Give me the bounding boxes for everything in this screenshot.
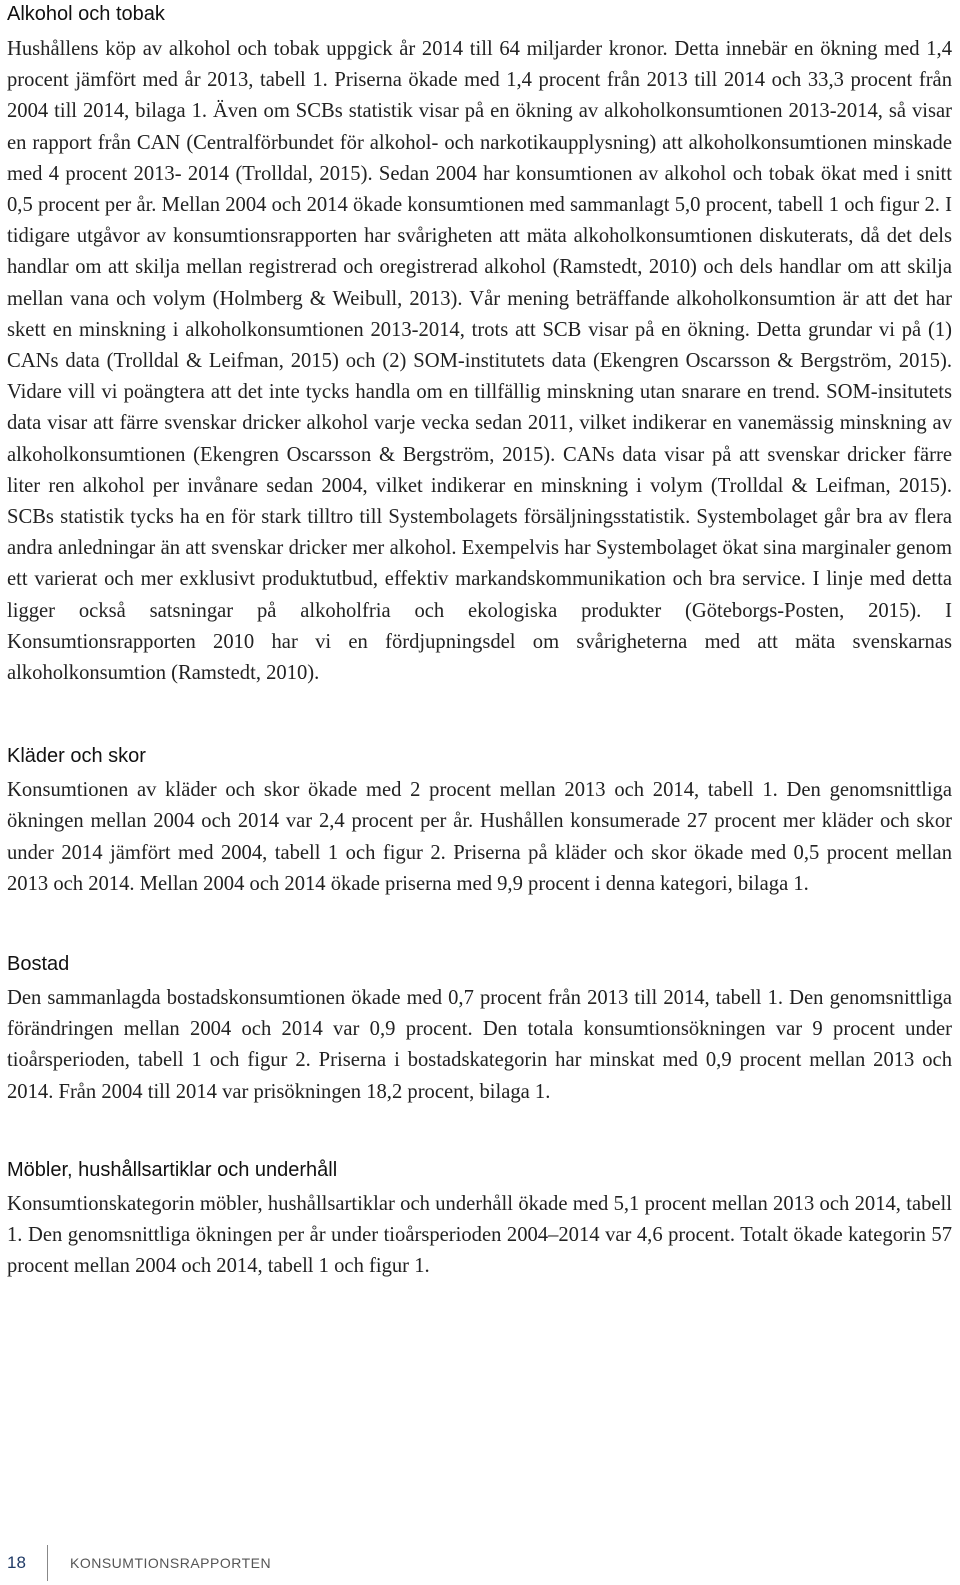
document-page: [7, 0, 952, 1283]
section-body: Hushållens köp av alkohol och tobak uppgick år 2014 till 64 miljarder kronor. Detta innebär en ökning med 1,4 procent jämfört med år 2013, tabell 1. Priserna ökade med 1,4 procent från 2013 till 2014 och 33,3 procent från 2004 till 2014, bilaga 1. Även om SCBs statistik visar på en ökning av alkoholkonsumtionen 2013-2014, så visar en rapport från CAN (Centralförbundet för alkohol- och narkotikaupplysning) att alkoholkonsumtionen minskade med 4 procent 2013- 2014 (Trolldal, 2015). Sedan 2004 har konsumtionen av alkohol och tobak ökat med i snitt 0,5 procent per år. Mellan 2004 och 2014 ökade konsumtionen med sammanlagt 5,0 procent, tabell 1 och figur 2. I tidigare utgåvor av konsumtionsrapporten har svårigheten att mäta alkoholkonsumtionen diskuterats, då det dels handlar om att skilja mellan registrerad och oregistrerad alkohol (Ramstedt, 2010) och dels handlar om att skilja mellan vana och volym (Holmberg & Weibull, 2013). Vår mening beträffande alkoholkonsumtion är att det har skett en minskning i alkoholkonsumtionen 2013-2014, trots att SCB visar på en ökning. Detta grundar vi på (1) CANs data (Trolldal & Leifman, 2015) och (2) SOM-institutets data (Ekengren Oscarsson & Bergström, 2015). Vidare vill vi poängtera att det inte tycks handla om en tillfällig minskning utan snarare en trend. SOM-insitutets data visar att färre svenskar dricker alkohol varje vecka sedan 2011, vilket indikerar en vanemässig minskning av alkoholkonsumtionen (Ekengren Oscarsson & Bergström, 2015). CANs data visar på att svenskar dricker färre liter ren alkohol per invånare sedan 2004, vilket indikerar en minskning i volym (Trolldal & Leifman, 2015). SCBs statistik tycks ha en för stark tilltro till Systembolagets försäljningsstatistik. Systembolaget går bra av flera andra anledningar än att svenskar dricker mer alkohol. Exempelvis har Systembolaget ökat sina marginaler genom ett varierat och mer exklusivt produktutbud, effektiv markandskommunikation och bra service. I linje med detta ligger också satsningar på alkoholfria och ekologiska produkter (Göteborgs-Posten, 2015). I Konsumtionsrapporten 2010 har vi en fördjupningsdel om svårigheterna med att mäta svenskarnas alkoholkonsumtion (Ramstedt, 2010).: [7, 38, 952, 685]
section-mobler: [7, 1158, 952, 1283]
section-klader-och-skor: [7, 744, 952, 900]
page-footer: [7, 1543, 271, 1583]
page-number: 18: [7, 1553, 26, 1572]
section-heading: Bostad: [7, 953, 70, 976]
section-heading: Kläder och skor: [7, 745, 146, 768]
section-alkohol-och-tobak: [7, 0, 952, 689]
section-body: Konsumtionen av kläder och skor ökade med 2 procent mellan 2013 och 2014, tabell 1. Den genomsnittliga ökningen mellan 2004 och 2014 var 2,4 procent per år. Hushållen konsumerade 27 procent mer kläder och skor under 2014 jämfört med 2004, tabell 1 och figur 2. Priserna på kläder och skor ökade med 0,5 procent mellan 2013 och 2014. Mellan 2004 och 2014 ökade priserna med 9,9 procent i denna kategori, bilaga 1.: [7, 779, 952, 895]
footer-divider: [47, 1545, 48, 1581]
section-heading: Alkohol och tobak: [7, 3, 165, 25]
section-bostad: [7, 952, 952, 1108]
publication-name: KONSUMTIONSRAPPORTEN: [70, 1555, 272, 1571]
section-heading: Möbler, hushållsartiklar och underhåll: [7, 1158, 338, 1181]
section-body: Den sammanlagda bostadskonsumtionen ökade med 0,7 procent från 2013 till 2014, tabell 1. Den genomsnittliga förändringen mellan 2004 och 2014 var 0,9 procent. Den totala konsumtionsökningen var 9 procent under tioårsperioden, tabell 1 och figur 2. Priserna i bostadskategorin har minskat med 0,9 procent mellan 2013 och 2014. Från 2004 till 2014 var prisökningen 18,2 procent, bilaga 1.: [7, 987, 952, 1103]
section-body: Konsumtionskategorin möbler, hushållsartiklar och underhåll ökade med 5,1 procent mellan 2013 och 2014, tabell 1. Den genomsnittliga ökningen per år under tioårsperioden 2004–2014 var 4,6 procent. Totalt ökade kategorin 57 procent mellan 2004 och 2014, tabell 1 och figur 1.: [7, 1192, 952, 1278]
